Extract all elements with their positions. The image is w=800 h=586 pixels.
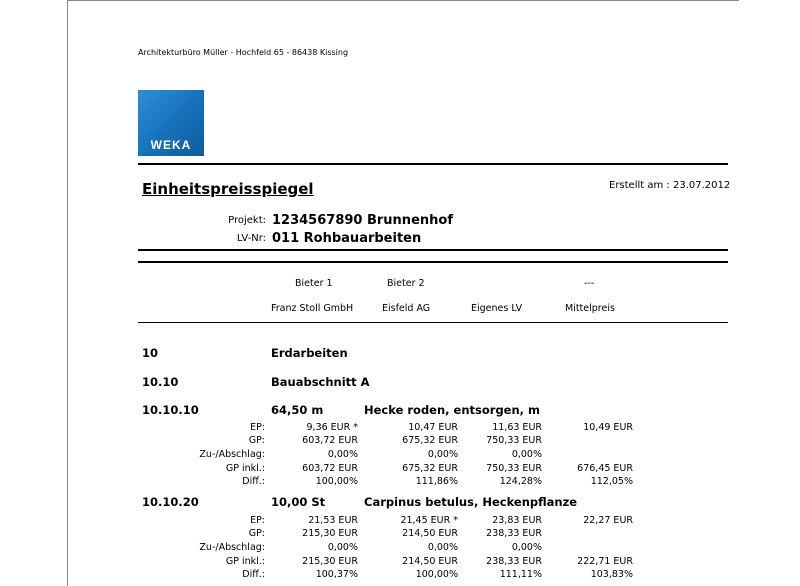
- cell: 10,49 EUR: [583, 422, 633, 433]
- row-label: GP:: [248, 435, 265, 446]
- divider: [138, 249, 728, 251]
- column-header-top: ---: [584, 278, 595, 289]
- cell: 222,71 EUR: [577, 556, 633, 567]
- lv-label: LV-Nr:: [236, 233, 266, 244]
- row-label: Zu-/Abschlag:: [199, 542, 265, 553]
- cell: 603,72 EUR: [302, 435, 358, 446]
- row-label: Diff.:: [242, 476, 265, 487]
- project-value: 1234567890 Brunnenhof: [272, 213, 453, 228]
- divider: [138, 261, 728, 263]
- row-label: EP:: [250, 515, 265, 526]
- cell: 21,45 EUR *: [400, 515, 458, 526]
- cell: 100,00%: [315, 476, 358, 487]
- cell: 0,00%: [511, 449, 542, 460]
- cell: 0,00%: [327, 542, 358, 553]
- cell: 0,00%: [327, 449, 358, 460]
- cell: 676,45 EUR: [577, 463, 633, 474]
- cell: 23,83 EUR: [492, 515, 542, 526]
- position-text: Carpinus betulus, Heckenpflanze: [364, 495, 578, 509]
- column-header: Eigenes LV: [471, 303, 523, 314]
- row-label: GP inkl.:: [225, 463, 265, 474]
- section-title: Bauabschnitt A: [271, 375, 370, 389]
- created-date: Erstellt am : 23.07.2012: [609, 180, 731, 191]
- sender-line: Architekturbüro Müller - Hochfeld 65 - 86438 Kissing: [138, 48, 349, 57]
- cell: 100,00%: [415, 569, 458, 580]
- row-label: Diff.:: [242, 569, 265, 580]
- cell: 22,27 EUR: [583, 515, 633, 526]
- page-edge: [67, 0, 68, 586]
- position-code: 10.10.20: [142, 495, 199, 509]
- row-label: Zu-/Abschlag:: [199, 449, 265, 460]
- page-edge: [67, 0, 739, 1]
- cell: 21,53 EUR: [308, 515, 358, 526]
- page-title: Einheitspreisspiegel: [142, 180, 314, 198]
- cell: 238,33 EUR: [486, 528, 542, 539]
- position-code: 10.10.10: [142, 403, 199, 417]
- cell: 675,32 EUR: [402, 463, 458, 474]
- position-quantity: 10,00 St: [271, 495, 326, 509]
- column-header: Franz Stoll GmbH: [271, 303, 354, 314]
- cell: 215,30 EUR: [302, 556, 358, 567]
- project-label: Projekt:: [228, 215, 266, 226]
- cell: 111,86%: [415, 476, 458, 487]
- position-text: Hecke roden, entsorgen, m: [364, 403, 541, 417]
- row-label: GP inkl.:: [225, 556, 265, 567]
- cell: 111,11%: [499, 569, 542, 580]
- cell: 238,33 EUR: [486, 556, 542, 567]
- cell: 0,00%: [511, 542, 542, 553]
- cell: 10,47 EUR: [408, 422, 458, 433]
- cell: 214,50 EUR: [402, 528, 458, 539]
- lv-value: 011 Rohbauarbeiten: [272, 231, 422, 246]
- cell: 750,33 EUR: [486, 435, 542, 446]
- cell: 124,28%: [499, 476, 542, 487]
- section-code: 10.10: [142, 375, 179, 389]
- cell: 675,32 EUR: [402, 435, 458, 446]
- cell: 214,50 EUR: [402, 556, 458, 567]
- cell: 11,63 EUR: [492, 422, 542, 433]
- column-header-top: Bieter 1: [295, 278, 333, 289]
- row-label: GP:: [248, 528, 265, 539]
- row-label: EP:: [250, 422, 265, 433]
- column-header: Eisfeld AG: [382, 303, 431, 314]
- cell: 603,72 EUR: [302, 463, 358, 474]
- cell: 100,37%: [315, 569, 358, 580]
- cell: 9,36 EUR *: [306, 422, 358, 433]
- cell: 112,05%: [590, 476, 633, 487]
- section-title: Erdarbeiten: [271, 346, 348, 360]
- cell: 0,00%: [427, 449, 458, 460]
- cell: 103,83%: [590, 569, 633, 580]
- weka-logo: [138, 90, 204, 156]
- cell: 0,00%: [427, 542, 458, 553]
- section-code: 10: [142, 346, 159, 360]
- divider: [138, 163, 728, 165]
- divider: [138, 322, 728, 323]
- position-quantity: 64,50 m: [271, 403, 324, 417]
- logo-text: WEKA: [150, 138, 192, 152]
- column-header-top: Bieter 2: [387, 278, 425, 289]
- column-header: Mittelpreis: [565, 303, 615, 314]
- cell: 750,33 EUR: [486, 463, 542, 474]
- cell: 215,30 EUR: [302, 528, 358, 539]
